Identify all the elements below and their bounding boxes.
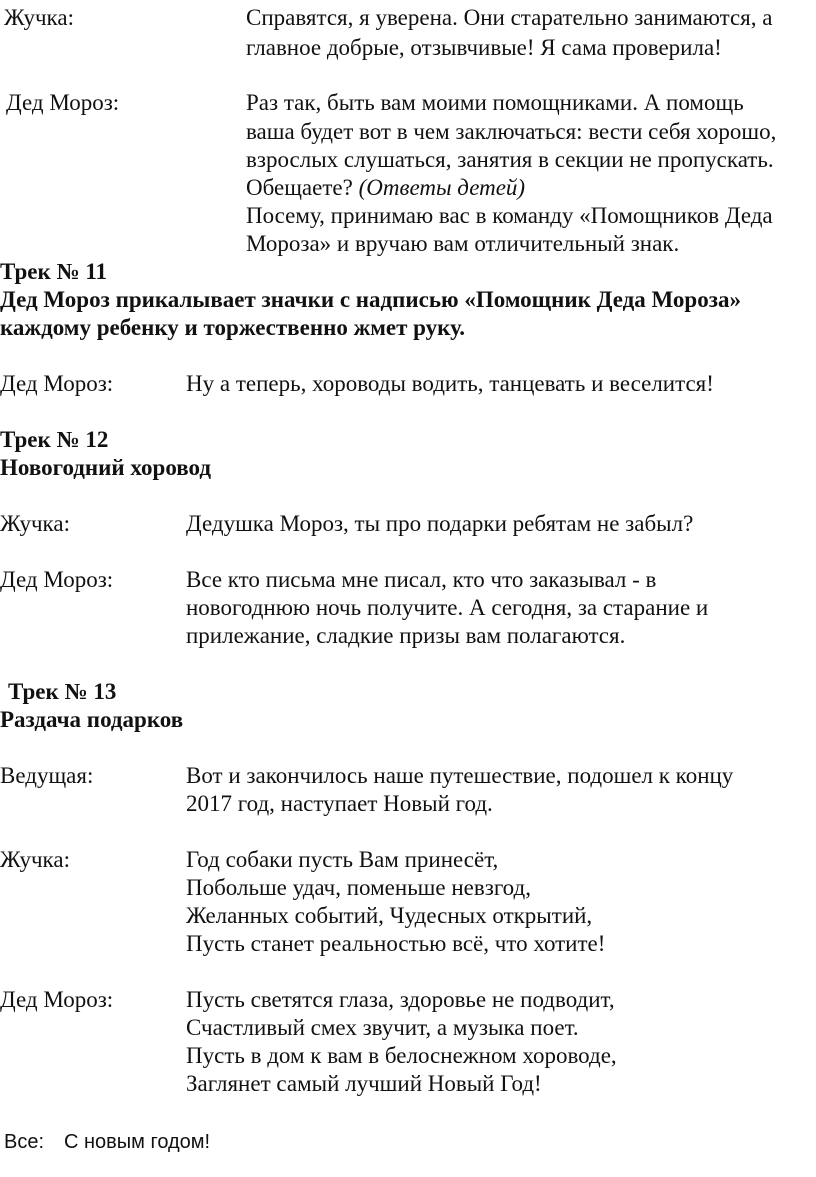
poem-line: Желанных событий, Чудесных открытий,: [186, 903, 593, 928]
poem-line: Пусть станет реальностью всё, что хотите!: [186, 931, 606, 956]
poem-line: Год собаки пусть Вам принесёт,: [186, 847, 499, 872]
dialogue-line: прилежание, сладкие призы вам полагаются.: [186, 623, 626, 648]
track-title: Трек № 12: [0, 427, 109, 452]
track-description: Раздача подарков: [0, 707, 184, 732]
dialogue-line: Вот и закончилось наше путешествие, подошел к концу: [186, 763, 734, 788]
dialogue-line: Раз так, быть вам моими помощниками. А помощь: [246, 90, 744, 115]
speaker-label: Жучка:: [4, 5, 74, 30]
dialogue-line: [246, 174, 525, 202]
poem-line: Заглянет самый лучший Новый Год!: [186, 1071, 542, 1096]
poem-line: Счастливый смех звучит, а музыка поет.: [186, 1015, 579, 1040]
speaker-label: Жучка:: [0, 847, 70, 872]
poem-line: Пусть в дом к вам в белоснежном хороводе,: [186, 1043, 617, 1068]
speaker-label: Дед Мороз:: [0, 371, 114, 396]
dialogue-line: Дедушка Мороз, ты про подарки ребятам не забыл?: [186, 511, 694, 536]
dialogue-line: Все кто письма мне писал, кто что заказывал - в: [186, 567, 657, 592]
speaker-label: Дед Мороз:: [0, 987, 114, 1012]
poem-line: Пусть светятся глаза, здоровье не подводит,: [186, 987, 615, 1012]
closing-greeting: С новым годом!: [64, 1131, 211, 1153]
speaker-label: Дед Мороз:: [0, 567, 114, 592]
dialogue-line: взрослых слушаться, занятия в секции не пропускать.: [246, 147, 774, 172]
dialogue-line: Мороза» и вручаю вам отличительный знак.: [246, 231, 680, 256]
speaker-label: Дед Мороз:: [6, 90, 120, 115]
track-title: Трек № 11: [0, 259, 108, 284]
stage-direction: (Ответы детей): [358, 175, 526, 200]
speaker-label: Ведущая:: [0, 763, 94, 788]
dialogue-line: новогоднюю ночь получите. А сегодня, за старание и: [186, 595, 709, 620]
poem-line: Побольше удач, поменьше невзгод,: [186, 875, 531, 900]
dialogue-line: главное добрые, отзывчивые! Я сама проверила!: [246, 35, 722, 60]
dialogue-line: Ну а теперь, хороводы водить, танцевать и веселится!: [186, 371, 714, 396]
dialogue-text: Обещаете?: [246, 175, 359, 200]
track-description: Новогодний хоровод: [0, 455, 212, 480]
dialogue-line: ваша будет вот в чем заключаться: вести себя хорошо,: [246, 119, 777, 144]
track-description: каждому ребенку и торжественно жмет руку.: [0, 315, 466, 340]
track-description: Дед Мороз прикалывает значки с надписью «Помощник Деда Мороза»: [0, 287, 741, 312]
speaker-label: Все:: [4, 1131, 45, 1153]
track-title: Трек № 13: [8, 679, 117, 704]
dialogue-line: Справятся, я уверена. Они старательно занимаются, а: [246, 5, 773, 30]
speaker-label: Жучка:: [0, 511, 70, 536]
dialogue-line: 2017 год, наступает Новый год.: [186, 791, 493, 816]
dialogue-line: Посему, принимаю вас в команду «Помощников Деда: [246, 203, 773, 228]
